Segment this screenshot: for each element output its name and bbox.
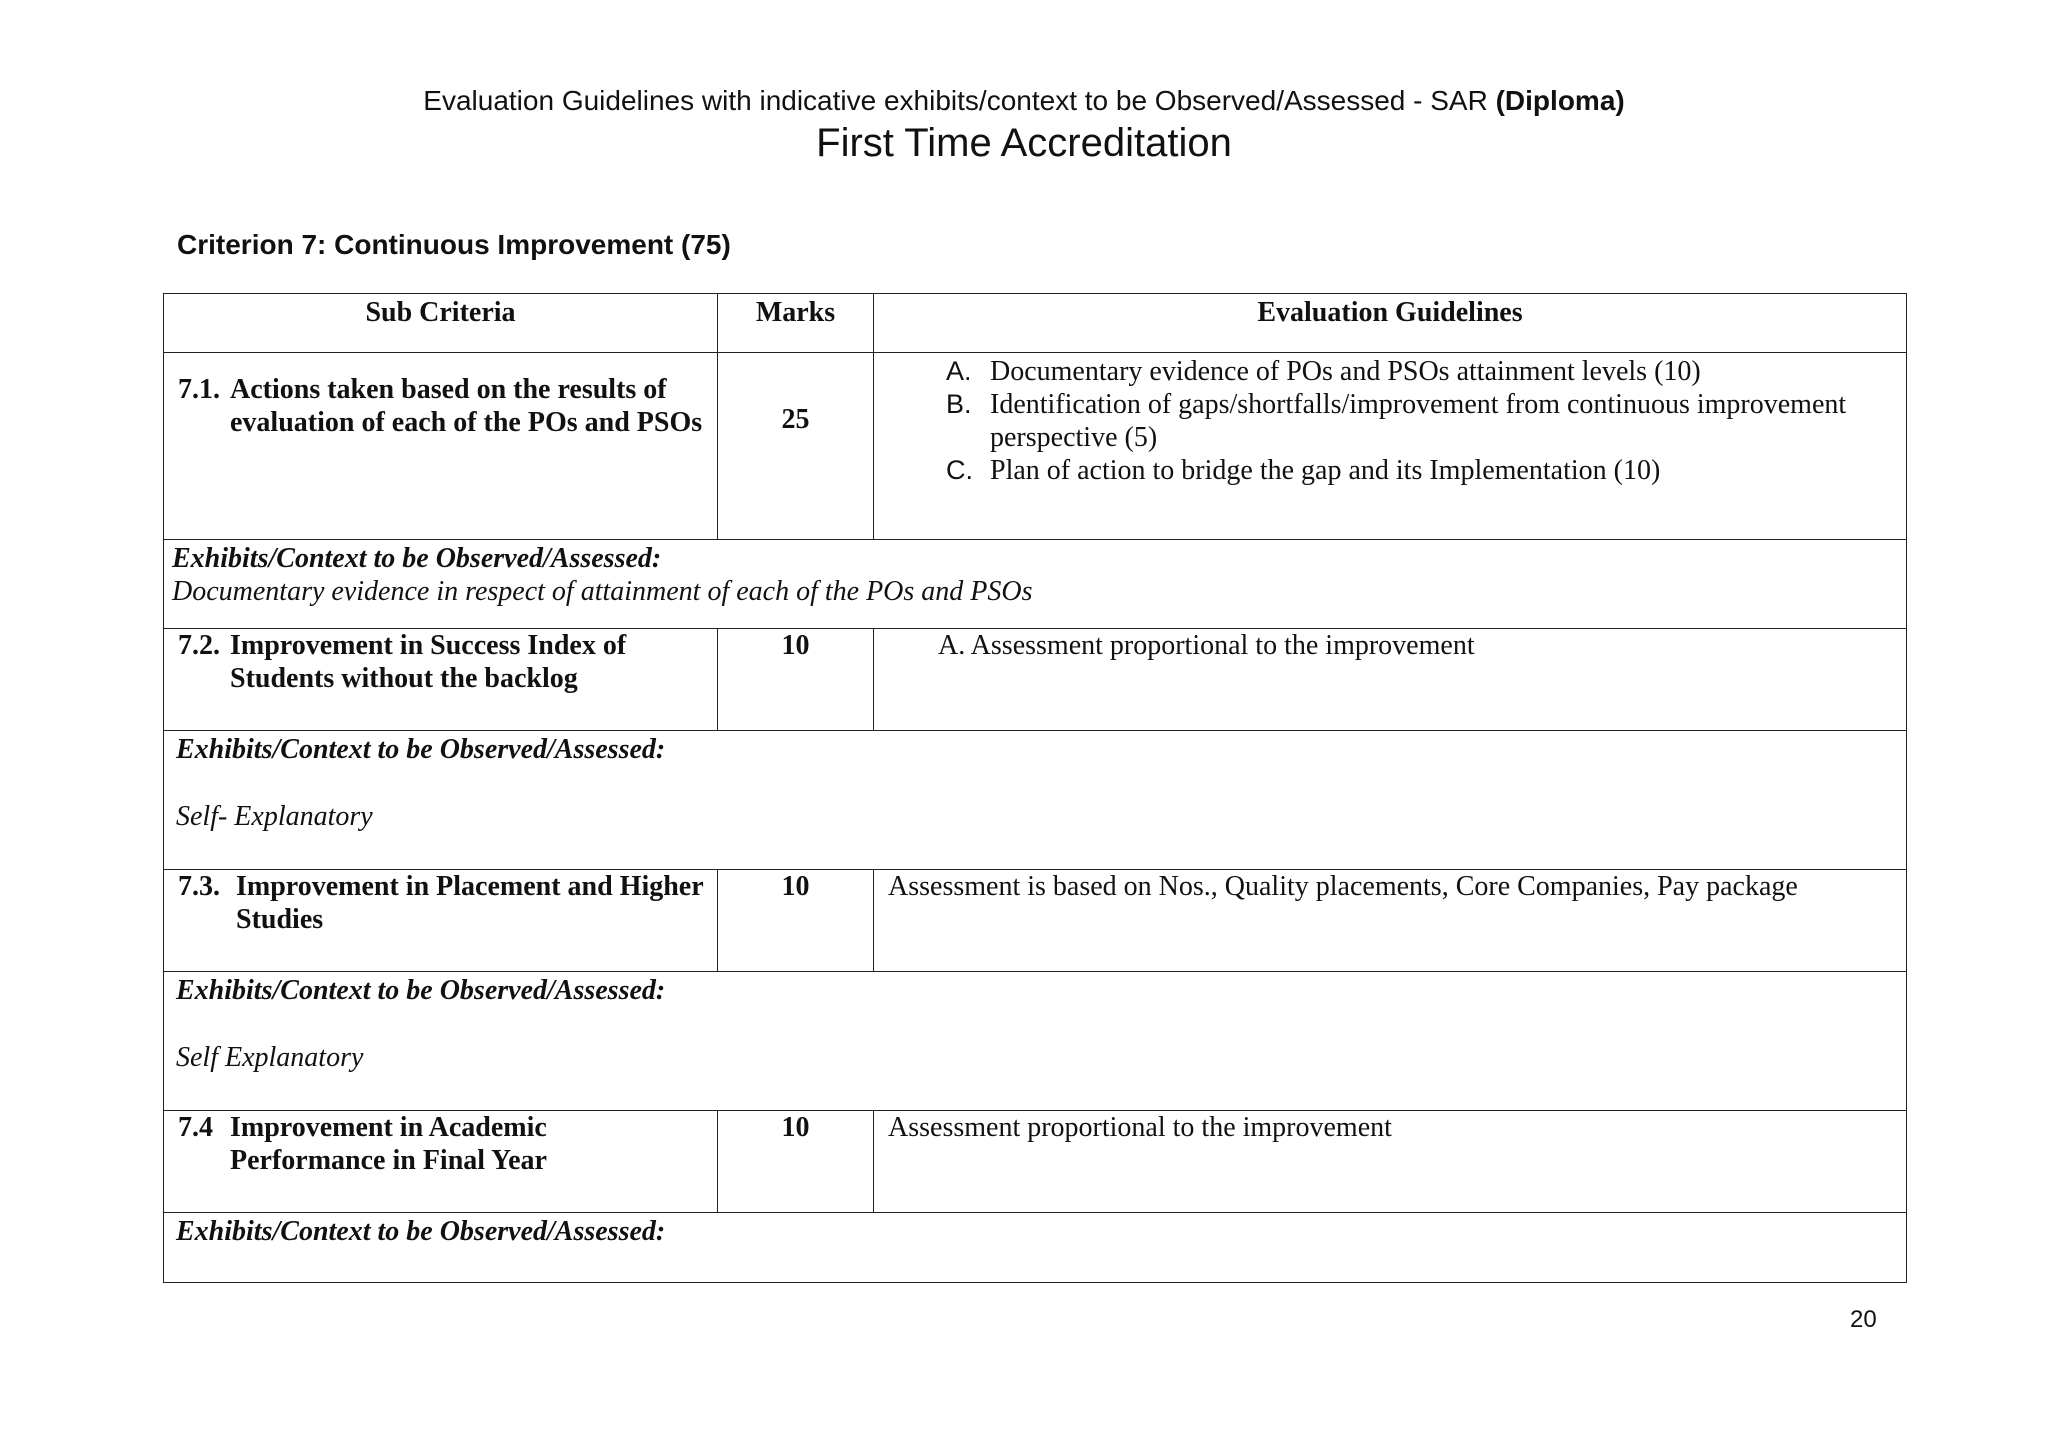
table-header-row — [164, 294, 1907, 353]
exhibits-cell — [164, 1213, 1907, 1283]
document-header — [0, 84, 2048, 118]
exhibits-cell — [164, 540, 1907, 629]
guidelines-cell: A. Assessment proportional to the improvement — [874, 629, 1907, 731]
exhibits-label: Exhibits/Context to be Observed/Assessed: — [176, 975, 666, 1006]
header-sub-criteria: Sub Criteria — [164, 294, 718, 353]
sub-criteria-number: 7.2. — [178, 630, 220, 661]
exhibits-text: Self Explanatory — [176, 1042, 364, 1073]
marks-cell: 10 — [718, 1111, 874, 1213]
guidelines-cell: Assessment is based on Nos., Quality placements, Core Companies, Pay package — [874, 870, 1907, 972]
header-line1-text: Evaluation Guidelines with indicative exhibits/context to be Observed/Assessed - SAR — [423, 85, 1496, 116]
sub-criteria-number: 7.1. — [178, 374, 220, 405]
exhibits-row — [164, 540, 1907, 629]
guideline-item — [888, 388, 1896, 454]
sub-criteria-title: Improvement in Placement and Higher Studies — [236, 871, 704, 935]
guidelines-cell: Assessment proportional to the improvement — [874, 1111, 1907, 1213]
sub-criteria-cell — [164, 629, 718, 731]
guideline-text: Plan of action to bridge the gap and its Implementation (10) — [990, 455, 1661, 486]
guideline-text: Identification of gaps/shortfalls/improvement from continuous improvement perspective (5) — [990, 389, 1847, 453]
marks-cell: 10 — [718, 870, 874, 972]
sub-criteria-title: Actions taken based on the results of evaluation of each of the POs and PSOs — [230, 374, 703, 438]
exhibits-label: Exhibits/Context to be Observed/Assessed: — [176, 734, 666, 765]
document-subtitle: First Time Accreditation — [816, 121, 1232, 165]
guidelines-cell — [874, 353, 1907, 540]
exhibits-text: Self- Explanatory — [176, 801, 373, 832]
sub-criteria-cell — [164, 353, 718, 540]
sub-criteria-cell — [164, 870, 718, 972]
guideline-item — [888, 454, 1896, 487]
guideline-letter: A. — [946, 356, 972, 386]
table-row — [164, 870, 1907, 972]
exhibits-row — [164, 972, 1907, 1111]
header-diploma-label: (Diploma) — [1495, 85, 1625, 116]
guideline-text: Documentary evidence of POs and PSOs attainment levels (10) — [990, 356, 1701, 387]
evaluation-table — [163, 293, 1907, 1283]
table-row — [164, 353, 1907, 540]
sub-criteria-title: Improvement in Success Index of Students without the backlog — [230, 630, 627, 694]
exhibits-row — [164, 1213, 1907, 1283]
header-evaluation-guidelines: Evaluation Guidelines — [874, 294, 1907, 353]
criterion-title: Criterion 7: Continuous Improvement (75) — [177, 229, 731, 260]
guideline-letter: B. — [946, 389, 972, 419]
sub-criteria-number: 7.3. — [178, 871, 220, 902]
marks-cell: 25 — [718, 353, 874, 540]
header-marks: Marks — [718, 294, 874, 353]
guideline-item — [888, 355, 1896, 388]
exhibits-cell — [164, 731, 1907, 870]
guidelines-list — [888, 355, 1896, 487]
sub-criteria-cell — [164, 1111, 718, 1213]
sub-criteria-title: Improvement in Academic Performance in Final Year — [230, 1112, 547, 1176]
exhibits-row — [164, 731, 1907, 870]
table-row — [164, 1111, 1907, 1213]
exhibits-label: Exhibits/Context to be Observed/Assessed: — [172, 543, 662, 574]
page-number: 20 — [1850, 1306, 1877, 1333]
marks-cell: 10 — [718, 629, 874, 731]
guideline-letter: C. — [946, 455, 973, 485]
exhibits-text: Documentary evidence in respect of attainment of each of the POs and PSOs — [172, 576, 1033, 607]
sub-criteria-number: 7.4 — [178, 1112, 213, 1143]
table-row — [164, 629, 1907, 731]
exhibits-cell — [164, 972, 1907, 1111]
exhibits-label: Exhibits/Context to be Observed/Assessed: — [176, 1216, 666, 1247]
